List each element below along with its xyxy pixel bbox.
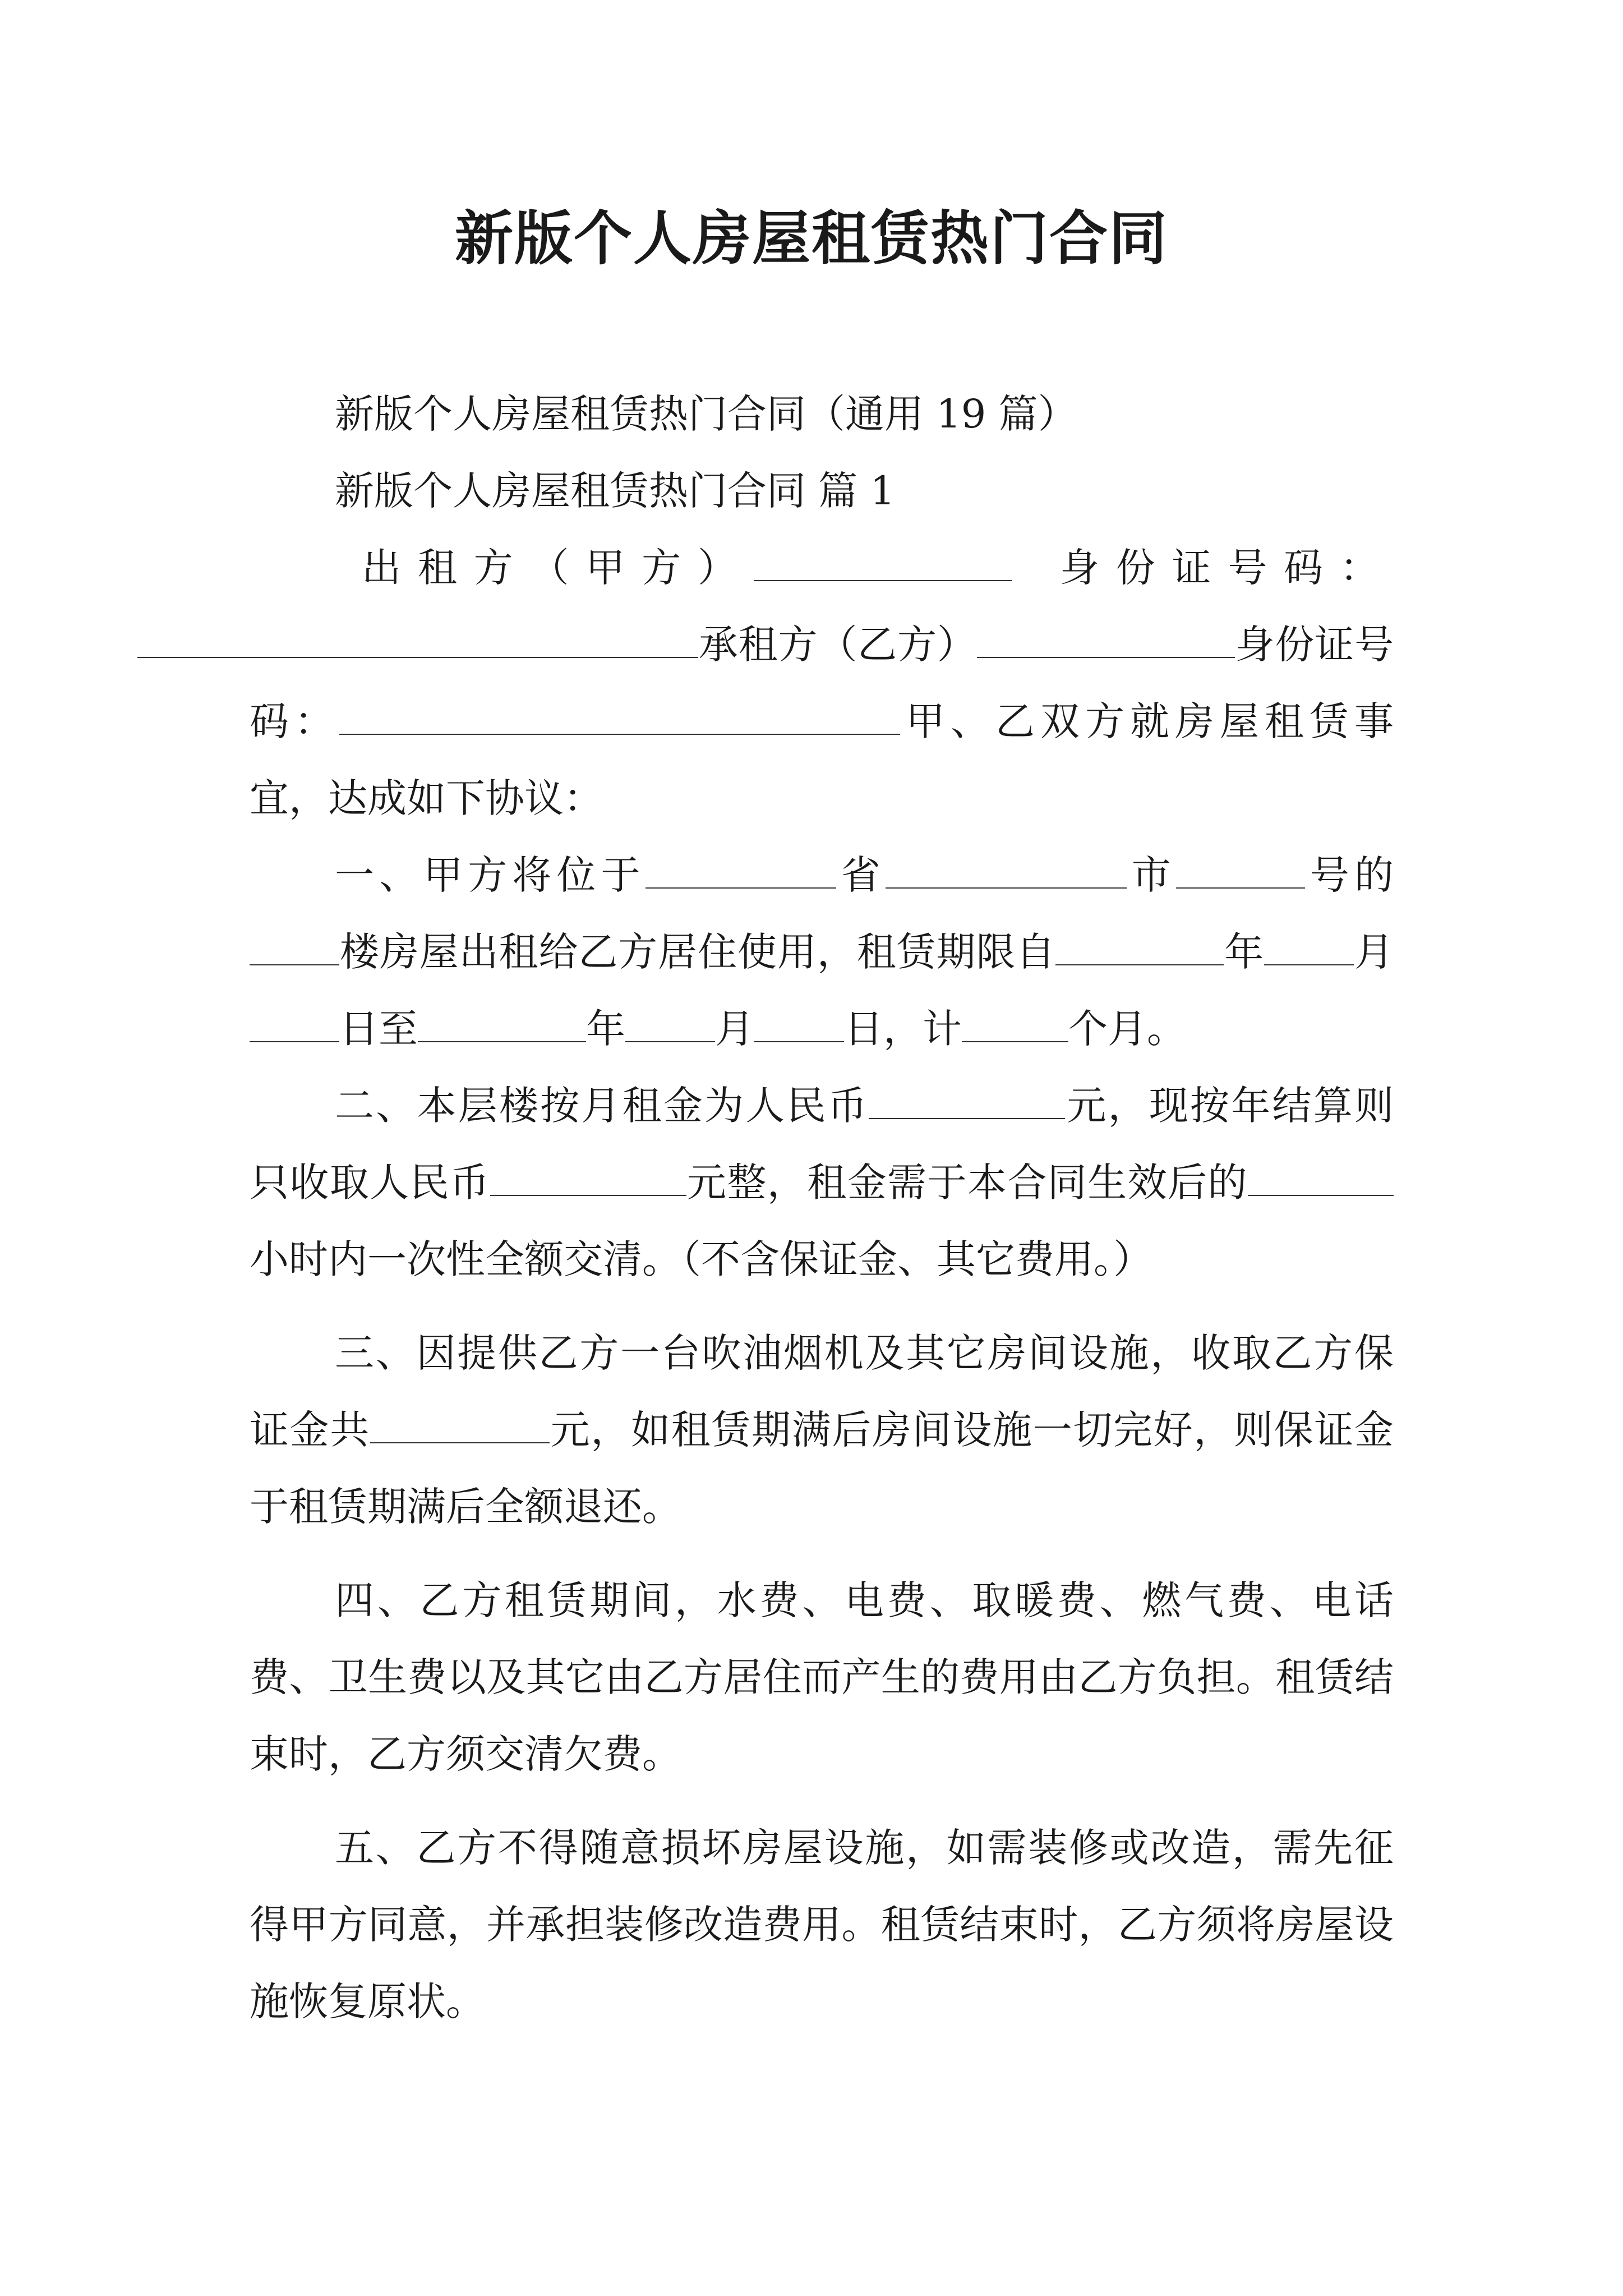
clause-3 xyxy=(250,1315,1394,1545)
lessor-id-blank xyxy=(137,623,698,658)
parties-paragraph xyxy=(250,530,1394,837)
document-title: 新版个人房屋租赁热门合同 xyxy=(454,204,1168,273)
clause-3-text-a: 三、因提供乙方一台吹油烟机及其它房间设施，收取乙方保证金共 xyxy=(250,1330,1394,1453)
clause-1-text-a: 一、甲方将位于 xyxy=(335,852,645,898)
floor-blank xyxy=(250,931,339,965)
annual-rent-blank xyxy=(490,1161,686,1196)
clause-1-text-c: 市 xyxy=(1126,852,1176,898)
clause-1-text-l: 个月。 xyxy=(1068,1006,1186,1052)
province-blank xyxy=(645,854,836,889)
lessee-id-label: 身份证号码： xyxy=(250,622,1394,744)
end-year-blank xyxy=(418,1007,586,1042)
lessee-label: 承租方（乙方） xyxy=(698,622,977,668)
clause-4: 四、乙方租赁期间，水费、电费、取暖费、燃气费、电话费、卫生费以及其它由乙方居住而产生的费用由乙方负担。租赁结束时，乙方须交清欠费。 xyxy=(250,1577,1394,1777)
start-month-blank xyxy=(1264,931,1354,965)
clause-2 xyxy=(250,1068,1394,1298)
clause-1-text-i: 年 xyxy=(586,1006,625,1052)
number-blank xyxy=(1176,854,1305,889)
subtitle: 新版个人房屋租赁热门合同（通用 19 篇） xyxy=(335,391,1077,437)
months-blank xyxy=(962,1007,1068,1042)
clause-1-text-j: 月 xyxy=(715,1006,754,1052)
clause-1-text-f: 年 xyxy=(1224,929,1265,975)
clause-1-text-h: 日至 xyxy=(339,1006,418,1052)
deposit-blank xyxy=(370,1409,550,1443)
lessor-label: 出租方（甲方） xyxy=(362,545,754,591)
monthly-rent-blank xyxy=(869,1084,1065,1119)
clause-1-text-d: 号的 xyxy=(1304,852,1394,898)
lessor-id-label: 身份证号码： xyxy=(1059,545,1394,591)
agreement-text: 甲、乙双方就房屋租赁事宜，达成如下协议： xyxy=(250,698,1394,821)
hours-blank xyxy=(1248,1161,1394,1196)
document-body xyxy=(250,376,1394,2040)
clause-1-text-e: 楼房屋出租给乙方居住使用，租赁期限自 xyxy=(339,929,1056,975)
clause-1-text-b: 省 xyxy=(836,852,886,898)
end-month-blank xyxy=(625,1007,715,1042)
clause-2-text-c: 元整，租金需于本合同生效后的 xyxy=(686,1159,1248,1205)
clause-1-text-g: 月 xyxy=(1354,929,1394,975)
end-day-blank xyxy=(754,1007,844,1042)
clause-3-text-b: 元，如租赁期满后房间设施一切完好，则保证金于租赁期满后全额退还。 xyxy=(250,1407,1394,1530)
clause-2-text-d: 小时内一次性全额交清。（不含保证金、其它费用。） xyxy=(250,1236,1152,1282)
clause-2-text-b: 元，现按年结算则只收取人民币 xyxy=(250,1083,1394,1205)
clause-2-text-a: 二、本层楼按月租金为人民币 xyxy=(335,1083,869,1129)
start-day-blank xyxy=(250,1007,339,1042)
lessee-name-blank xyxy=(977,623,1235,658)
clause-1 xyxy=(250,837,1394,1068)
city-blank xyxy=(886,854,1127,889)
lessee-id-blank xyxy=(339,700,900,735)
clause-1-text-k: 日，计 xyxy=(844,1006,962,1052)
start-year-blank xyxy=(1055,931,1224,965)
section-heading: 新版个人房屋租赁热门合同 篇 1 xyxy=(335,468,896,514)
lessor-name-blank xyxy=(754,546,1012,581)
clause-5: 五、乙方不得随意损坏房屋设施，如需装修或改造，需先征得甲方同意，并承担装修改造费用。租赁结束时，乙方须将房屋设施恢复原状。 xyxy=(250,1825,1394,2024)
